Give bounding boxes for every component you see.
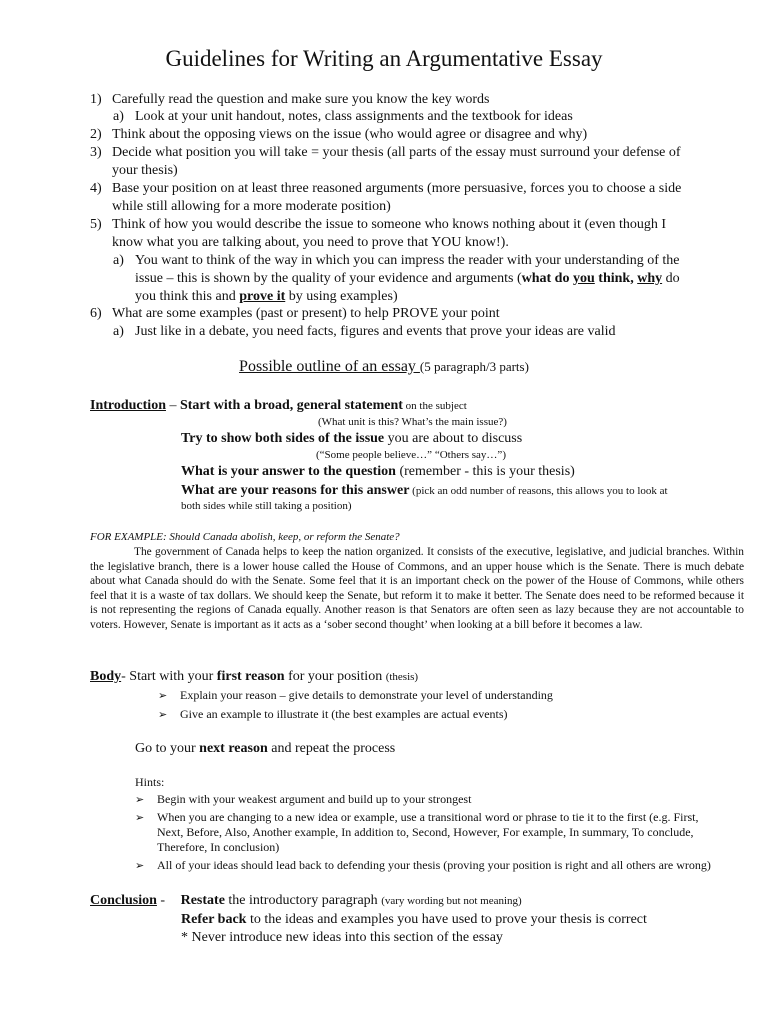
arrow-bullet-icon: ➢: [158, 709, 168, 721]
body-next-reason: Go to your next reason and repeat the process: [135, 741, 396, 756]
body-line-1: Body- Start with your first reason for your position (thesis): [90, 669, 419, 684]
list-item-4-cont: while still allowing for a more moderate position): [112, 199, 391, 214]
list-item-1a: a) Look at your unit handout, notes, class assignments and the textbook for ideas: [113, 109, 573, 124]
introduction-hint-2: (“Some people believe…” “Others say…”): [316, 449, 506, 461]
list-item-5a-cont: issue – this is shown by the quality of your evidence and arguments (what do you think, why do: [135, 271, 680, 286]
example-heading: FOR EXAMPLE: Should Canada abolish, keep, or reform the Senate?: [90, 531, 400, 543]
example-paragraph: The government of Canada helps to keep the nation organized. It consists of the executive, legislative, and judicial branches. Within the legislative branch, there is a lower house called the House of Commons, and an upper house which is the Senate. There is much debate about what Canada should do with the Senate. Some feel that it is an important check on the power of the House of Commons, while others feel that it is a waste of tax dollars. We should keep the Senate, but reform it to make it better. The Senate does need to be reformed because it is not representing the regions of Canada equally. Another reason is that Senators are often seen as lazy because they are not accountable to voters. However, Senate is important as it acts as a ‘sober second thought’ when looking at a bill before it becomes a law.: [90, 546, 744, 631]
hints-label: Hints:: [135, 775, 165, 789]
introduction-line-4-cont: both sides while still taking a position): [181, 500, 352, 512]
list-item-2: 2) Think about the opposing views on the issue (who would agree or disagree and why): [90, 127, 588, 142]
list-item-3-cont: your thesis): [112, 163, 178, 178]
conclusion-line-2: Refer back to the ideas and examples you have used to prove your thesis is correct: [181, 912, 647, 927]
outline-heading: Possible outline of an essay (5 paragraph/3 parts): [239, 358, 529, 375]
list-item-5: 5) Think of how you would describe the issue to someone who knows nothing about it (even though I: [90, 217, 667, 232]
hint-1: ➢ Begin with your weakest argument and build up to your strongest: [135, 792, 472, 806]
arrow-bullet-icon: ➢: [135, 860, 145, 872]
list-item-5a-cont2: you think this and prove it by using examples): [135, 289, 398, 304]
arrow-bullet-icon: ➢: [135, 794, 145, 806]
list-item-4: 4) Base your position on at least three reasoned arguments (more persuasive, forces you to choose a side: [90, 181, 682, 196]
hint-2-cont: Next, Before, Also, Another example, In addition to, Second, However, For example, In summary, To conclude,: [157, 825, 694, 839]
introduction-line-4: What are your reasons for this answer (pick an odd number of reasons, this allows you to look at: [181, 483, 668, 498]
list-item-3: 3) Decide what position you will take = your thesis (all parts of the essay must surround your defense of: [90, 145, 681, 160]
conclusion-line-1: Conclusion - Restate the introductory paragraph (vary wording but not meaning): [90, 893, 522, 908]
arrow-bullet-icon: ➢: [158, 690, 168, 702]
introduction-hint-1: (What unit is this? What’s the main issue?): [318, 416, 507, 428]
body-bullet-1: ➢ Explain your reason – give details to demonstrate your level of understanding: [158, 688, 553, 702]
introduction-line-3: What is your answer to the question (remember - this is your thesis): [181, 464, 575, 479]
page-title: Guidelines for Writing an Argumentative Essay: [165, 46, 603, 71]
list-item-5a: a) You want to think of the way in which you can impress the reader with your understanding of the: [113, 253, 680, 268]
conclusion-line-3: * Never introduce new ideas into this section of the essay: [181, 930, 503, 945]
list-item-6: 6) What are some examples (past or present) to help PROVE your point: [90, 306, 500, 321]
hint-2: ➢ When you are changing to a new idea or example, use a transitional word or phrase to tie it to the first (e.g. First,: [135, 810, 699, 824]
list-item-1: 1) Carefully read the question and make sure you know the key words: [90, 92, 490, 107]
list-item-5-cont: know what you are talking about, you need to prove that YOU know!).: [112, 235, 509, 250]
list-item-6a: a) Just like in a debate, you need facts, figures and events that prove your ideas are valid: [113, 324, 616, 339]
arrow-bullet-icon: ➢: [135, 812, 145, 824]
introduction-line-2: Try to show both sides of the issue you are about to discuss: [181, 431, 523, 446]
body-bullet-2: ➢ Give an example to illustrate it (the best examples are actual events): [158, 707, 508, 721]
hint-3: ➢ All of your ideas should lead back to defending your thesis (proving your position is right and all others are wrong): [135, 858, 711, 872]
hint-2-cont2: Therefore, In conclusion): [157, 840, 280, 854]
introduction-line-1: Introduction – Start with a broad, general statement on the subject: [90, 398, 467, 413]
